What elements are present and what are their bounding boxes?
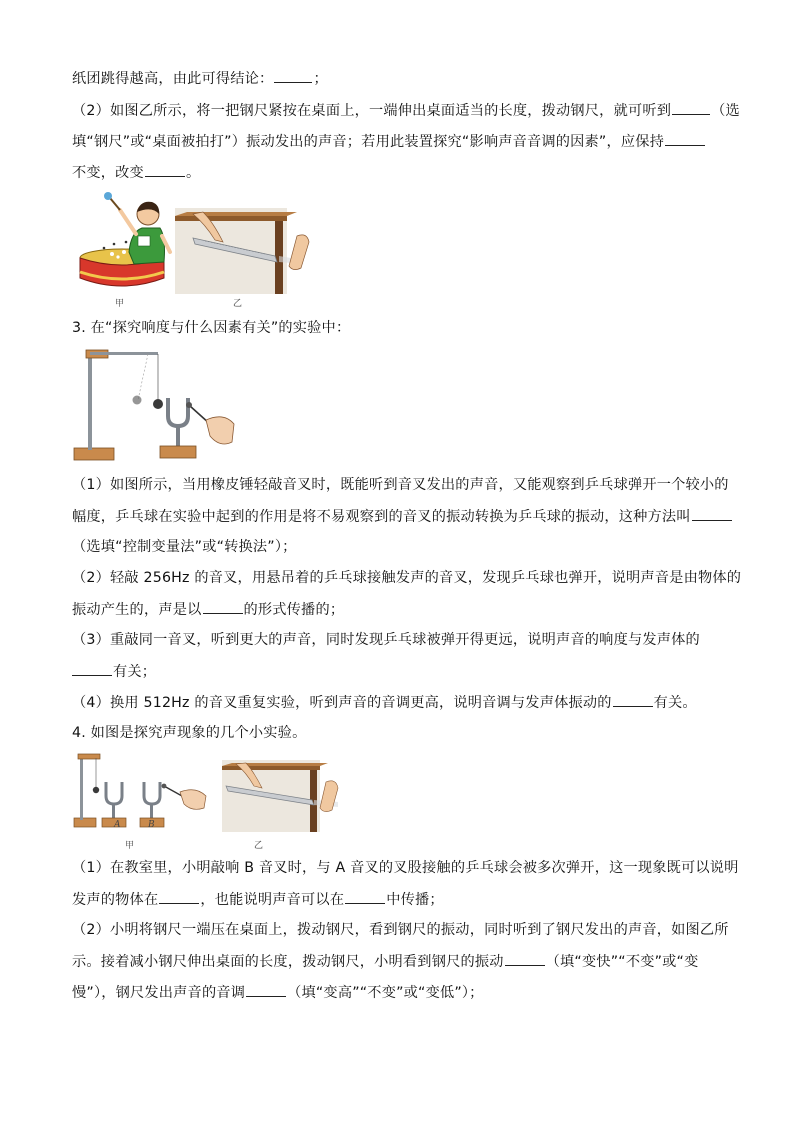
q2-part2-line2 bbox=[72, 131, 706, 152]
q4-s2-text-a: （2）小明将钢尺一端压在桌面上，拨动钢尺，看到钢尺的振动，同时听到了钢尺发出的声音，如图乙所 bbox=[72, 922, 729, 938]
q2-p2-text-c-end: 。 bbox=[185, 165, 201, 181]
q3-s2-text-b-end: 的形式传播的； bbox=[243, 602, 345, 618]
q3-s3-line2 bbox=[72, 661, 156, 682]
q4-s2-text-b: 示。接着减小钢尺伸出桌面的长度，拨动钢尺，小明看到钢尺的振动 bbox=[72, 954, 504, 970]
q2-p2-text-a: （2）如图乙所示，将一把钢尺紧按在桌面上，一端伸出桌面适当的长度，拨动钢尺，就可听到 bbox=[72, 103, 672, 119]
answer-blank[interactable] bbox=[72, 661, 112, 676]
q4-title bbox=[72, 723, 306, 743]
ruler-table-figure bbox=[175, 208, 320, 294]
q4-s1-text-b-mid: ，也能说明声音可以在 bbox=[200, 892, 345, 908]
fork-label-a: A bbox=[114, 820, 121, 830]
answer-blank[interactable] bbox=[505, 951, 545, 966]
answer-blank[interactable] bbox=[145, 162, 185, 177]
two-tuning-forks-figure bbox=[74, 752, 214, 834]
q3-s1-text-c: （选填“控制变量法”或“转换法”）； bbox=[72, 539, 297, 555]
figure-caption-yi-2: 乙 bbox=[254, 841, 264, 851]
q3-s4-text-end: 有关。 bbox=[653, 695, 697, 711]
q3-s1-text-b: 幅度，乒乓球在实验中起到的作用是将不易观察到的音叉的振动转换为乒乓球的振动，这种方法叫 bbox=[72, 509, 691, 525]
q4-s2-text-c: 慢”），钢尺发出声音的音调 bbox=[72, 985, 246, 1001]
q2-p2-text-b: 填“钢尺”或“桌面被拍打”）振动发出的声音；若用此装置探究“影响声音音调的因素”，应保持 bbox=[72, 134, 665, 150]
q4-s1-text-a: （1）在教室里，小明敲响 B 音叉时，与 A 音叉的叉股接触的乒乓球会被多次弹开，这一现象既可以说明 bbox=[72, 860, 739, 876]
figure-caption-yi: 乙 bbox=[233, 299, 243, 309]
q4-s1-line2 bbox=[72, 889, 444, 910]
answer-blank[interactable] bbox=[672, 100, 710, 115]
boy-drum-figure bbox=[74, 192, 170, 297]
figure-caption-jia: 甲 bbox=[115, 299, 125, 309]
q4-s2-line2 bbox=[72, 951, 699, 972]
q3-s1-line3 bbox=[72, 537, 297, 557]
q4-s2-text-b-end: （填“变快”“不变”或“变 bbox=[545, 954, 699, 970]
q3-s1-line1 bbox=[72, 475, 729, 495]
q3-title-text: 3. 在“探究响度与什么因素有关”的实验中： bbox=[72, 320, 351, 336]
answer-blank[interactable] bbox=[665, 131, 705, 146]
q2-p2-text-c: 不变，改变 bbox=[72, 165, 144, 181]
q4-s2-text-c-end: （填“变高”“不变”或“变低”）； bbox=[287, 985, 484, 1001]
q3-s4-line bbox=[72, 692, 697, 713]
q2-p2-text-a-end: （选 bbox=[711, 103, 740, 119]
answer-blank[interactable] bbox=[345, 889, 385, 904]
q3-s2-line2 bbox=[72, 599, 344, 620]
q3-s1-text-a: （1）如图所示，当用橡皮锤轻敲音叉时，既能听到音叉发出的声音，又能观察到乒乓球弹开一个较小的 bbox=[72, 477, 729, 493]
q3-s2-text-a: （2）轻敲 256Hz 的音叉，用悬吊着的乒乓球接触发声的音叉，发现乒乓球也弹开，说明声音是由物体的 bbox=[72, 570, 742, 586]
q3-title bbox=[72, 318, 350, 338]
q3-s3-text-a: （3）重敲同一音叉，听到更大的声音，同时发现乒乓球被弹开得更远，说明声音的响度与发声体的 bbox=[72, 632, 700, 648]
figure-caption-jia-2: 甲 bbox=[125, 841, 135, 851]
q3-s2-text-b: 振动产生的，声是以 bbox=[72, 602, 202, 618]
q4-s1-text-b: 发声的物体在 bbox=[72, 892, 159, 908]
fork-label-b: B bbox=[148, 820, 155, 830]
q3-s3-text-b-end: 有关； bbox=[113, 664, 157, 680]
answer-blank[interactable] bbox=[274, 68, 312, 83]
answer-blank[interactable] bbox=[246, 982, 286, 997]
answer-blank[interactable] bbox=[159, 889, 199, 904]
q3-s3-line1 bbox=[72, 630, 700, 650]
q2-line1 bbox=[72, 68, 328, 89]
tuning-fork-figure bbox=[74, 346, 239, 464]
q4-s2-line1 bbox=[72, 920, 729, 940]
answer-blank[interactable] bbox=[203, 599, 243, 614]
q3-s2-line1 bbox=[72, 568, 741, 588]
answer-blank[interactable] bbox=[692, 506, 732, 521]
q2-line1-text: 纸团跳得越高，由此可得结论： bbox=[72, 71, 274, 87]
q4-title-text: 4. 如图是探究声现象的几个小实验。 bbox=[72, 725, 307, 741]
q3-s1-line2 bbox=[72, 506, 733, 527]
q2-part2-line1 bbox=[72, 100, 740, 121]
q4-s1-text-b-end: 中传播； bbox=[386, 892, 444, 908]
q4-s2-line3 bbox=[72, 982, 484, 1003]
q4-s1-line1 bbox=[72, 858, 739, 878]
answer-blank[interactable] bbox=[613, 692, 653, 707]
q2-part2-line3 bbox=[72, 162, 200, 183]
q2-line1-end: ； bbox=[313, 71, 328, 87]
ruler-table-figure-2 bbox=[222, 760, 352, 832]
q3-s4-text: （4）换用 512Hz 的音叉重复实验，听到声音的音调更高，说明音调与发声体振动的 bbox=[72, 695, 612, 711]
